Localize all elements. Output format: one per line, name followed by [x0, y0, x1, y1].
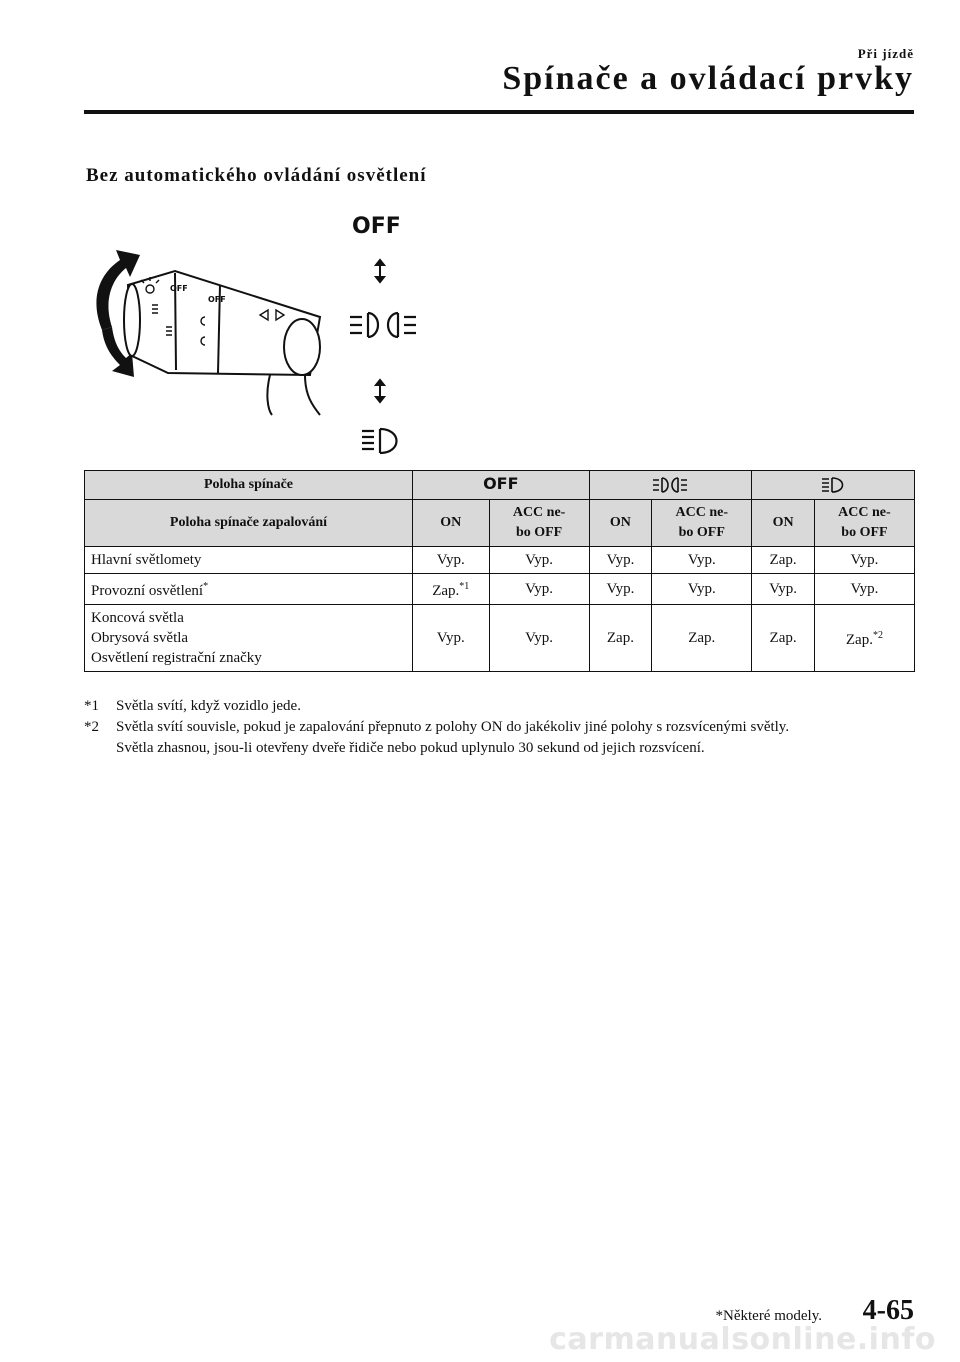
footnote: *1 Světla svítí, když vozidlo jede.: [84, 698, 301, 714]
ignition-cell: ACC ne- bo OFF: [652, 500, 752, 547]
table-cell: Vyp.: [652, 574, 752, 605]
headlights-header: [752, 471, 915, 500]
subsection-title: Bez automatického ovládání osvětlení: [86, 165, 427, 186]
footnote-continuation: Světla zhasnou, jsou-li otevřeny dveře řidiče nebo pokud uplynulo 30 sekund od jejich rozsvícení.: [116, 740, 705, 756]
table-cell: Vyp.: [589, 574, 652, 605]
table-cell: Vyp.: [589, 547, 652, 574]
page-number: 4-65: [862, 1295, 914, 1326]
lever: [124, 271, 320, 415]
header-divider: [84, 110, 914, 114]
table-cell: Zap.$^{*1}$: [413, 574, 490, 605]
table-cell: Zap.: [752, 547, 815, 574]
watermark: carmanualsonline.info: [549, 1322, 936, 1357]
parking-lights-header: [589, 471, 752, 500]
table-cell: Vyp.: [489, 574, 589, 605]
ignition-position-header: Poloha spínače zapalování: [85, 500, 413, 547]
section-header: Při jízdě: [857, 46, 914, 61]
table-cell: Vyp.: [652, 547, 752, 574]
switch-off-label: OFF: [483, 474, 519, 493]
light-control-table: [84, 470, 915, 672]
lever-off-text: OFF: [170, 284, 188, 293]
switch-position-header: Poloha spínače: [85, 471, 413, 500]
footnotes: [84, 696, 916, 759]
row-label: Koncová světla Obrysová světla Osvětlení registrační značky: [85, 605, 413, 672]
table-cell: Zap.: [652, 605, 752, 672]
table-cell: Zap.$^{*2}$: [814, 605, 914, 672]
ignition-cell: ACC ne- bo OFF: [814, 500, 914, 547]
ignition-cell: ACC ne- bo OFF: [489, 500, 589, 547]
ignition-cell: ON: [413, 500, 490, 547]
headlights-icon: [362, 429, 397, 453]
ignition-cell: ON: [589, 500, 652, 547]
off-label: OFF: [352, 214, 401, 239]
table-cell: Vyp.: [752, 574, 815, 605]
table-row: [85, 574, 915, 605]
lever-off-text-2: OFF: [208, 295, 226, 304]
light-switch-illustration: [80, 205, 440, 455]
updown-arrow-2: [376, 380, 384, 402]
table-row: [85, 605, 915, 672]
footer-note: *Některé modely.: [715, 1308, 822, 1324]
switch-position-row: [85, 471, 915, 500]
table-cell: Vyp.: [814, 547, 914, 574]
table-row: [85, 547, 915, 574]
table-cell: Zap.: [589, 605, 652, 672]
table-cell: Vyp.: [814, 574, 914, 605]
switch-off-header: [413, 471, 590, 500]
ignition-position-row: [85, 500, 915, 547]
page-title: Spínače a ovládací prvky: [502, 60, 914, 97]
parking-lights-icon: [350, 313, 416, 337]
table-cell: Vyp.: [413, 547, 490, 574]
row-label: Provozní osvětlení*: [85, 574, 413, 605]
updown-arrow-1: [376, 260, 384, 282]
ignition-cell: ON: [752, 500, 815, 547]
table-cell: Zap.: [752, 605, 815, 672]
table-cell: Vyp.: [489, 547, 589, 574]
table-cell: Vyp.: [489, 605, 589, 672]
table-cell: Vyp.: [413, 605, 490, 672]
headlights-icon: [820, 476, 846, 494]
footnote: *2 Světla svítí souvisle, pokud je zapalování přepnuto z polohy ON do jakékoliv jiné polohy s rozsvícenými světly.: [84, 719, 790, 735]
row-label: Hlavní světlomety: [85, 547, 413, 574]
parking-lights-icon: [651, 476, 689, 494]
